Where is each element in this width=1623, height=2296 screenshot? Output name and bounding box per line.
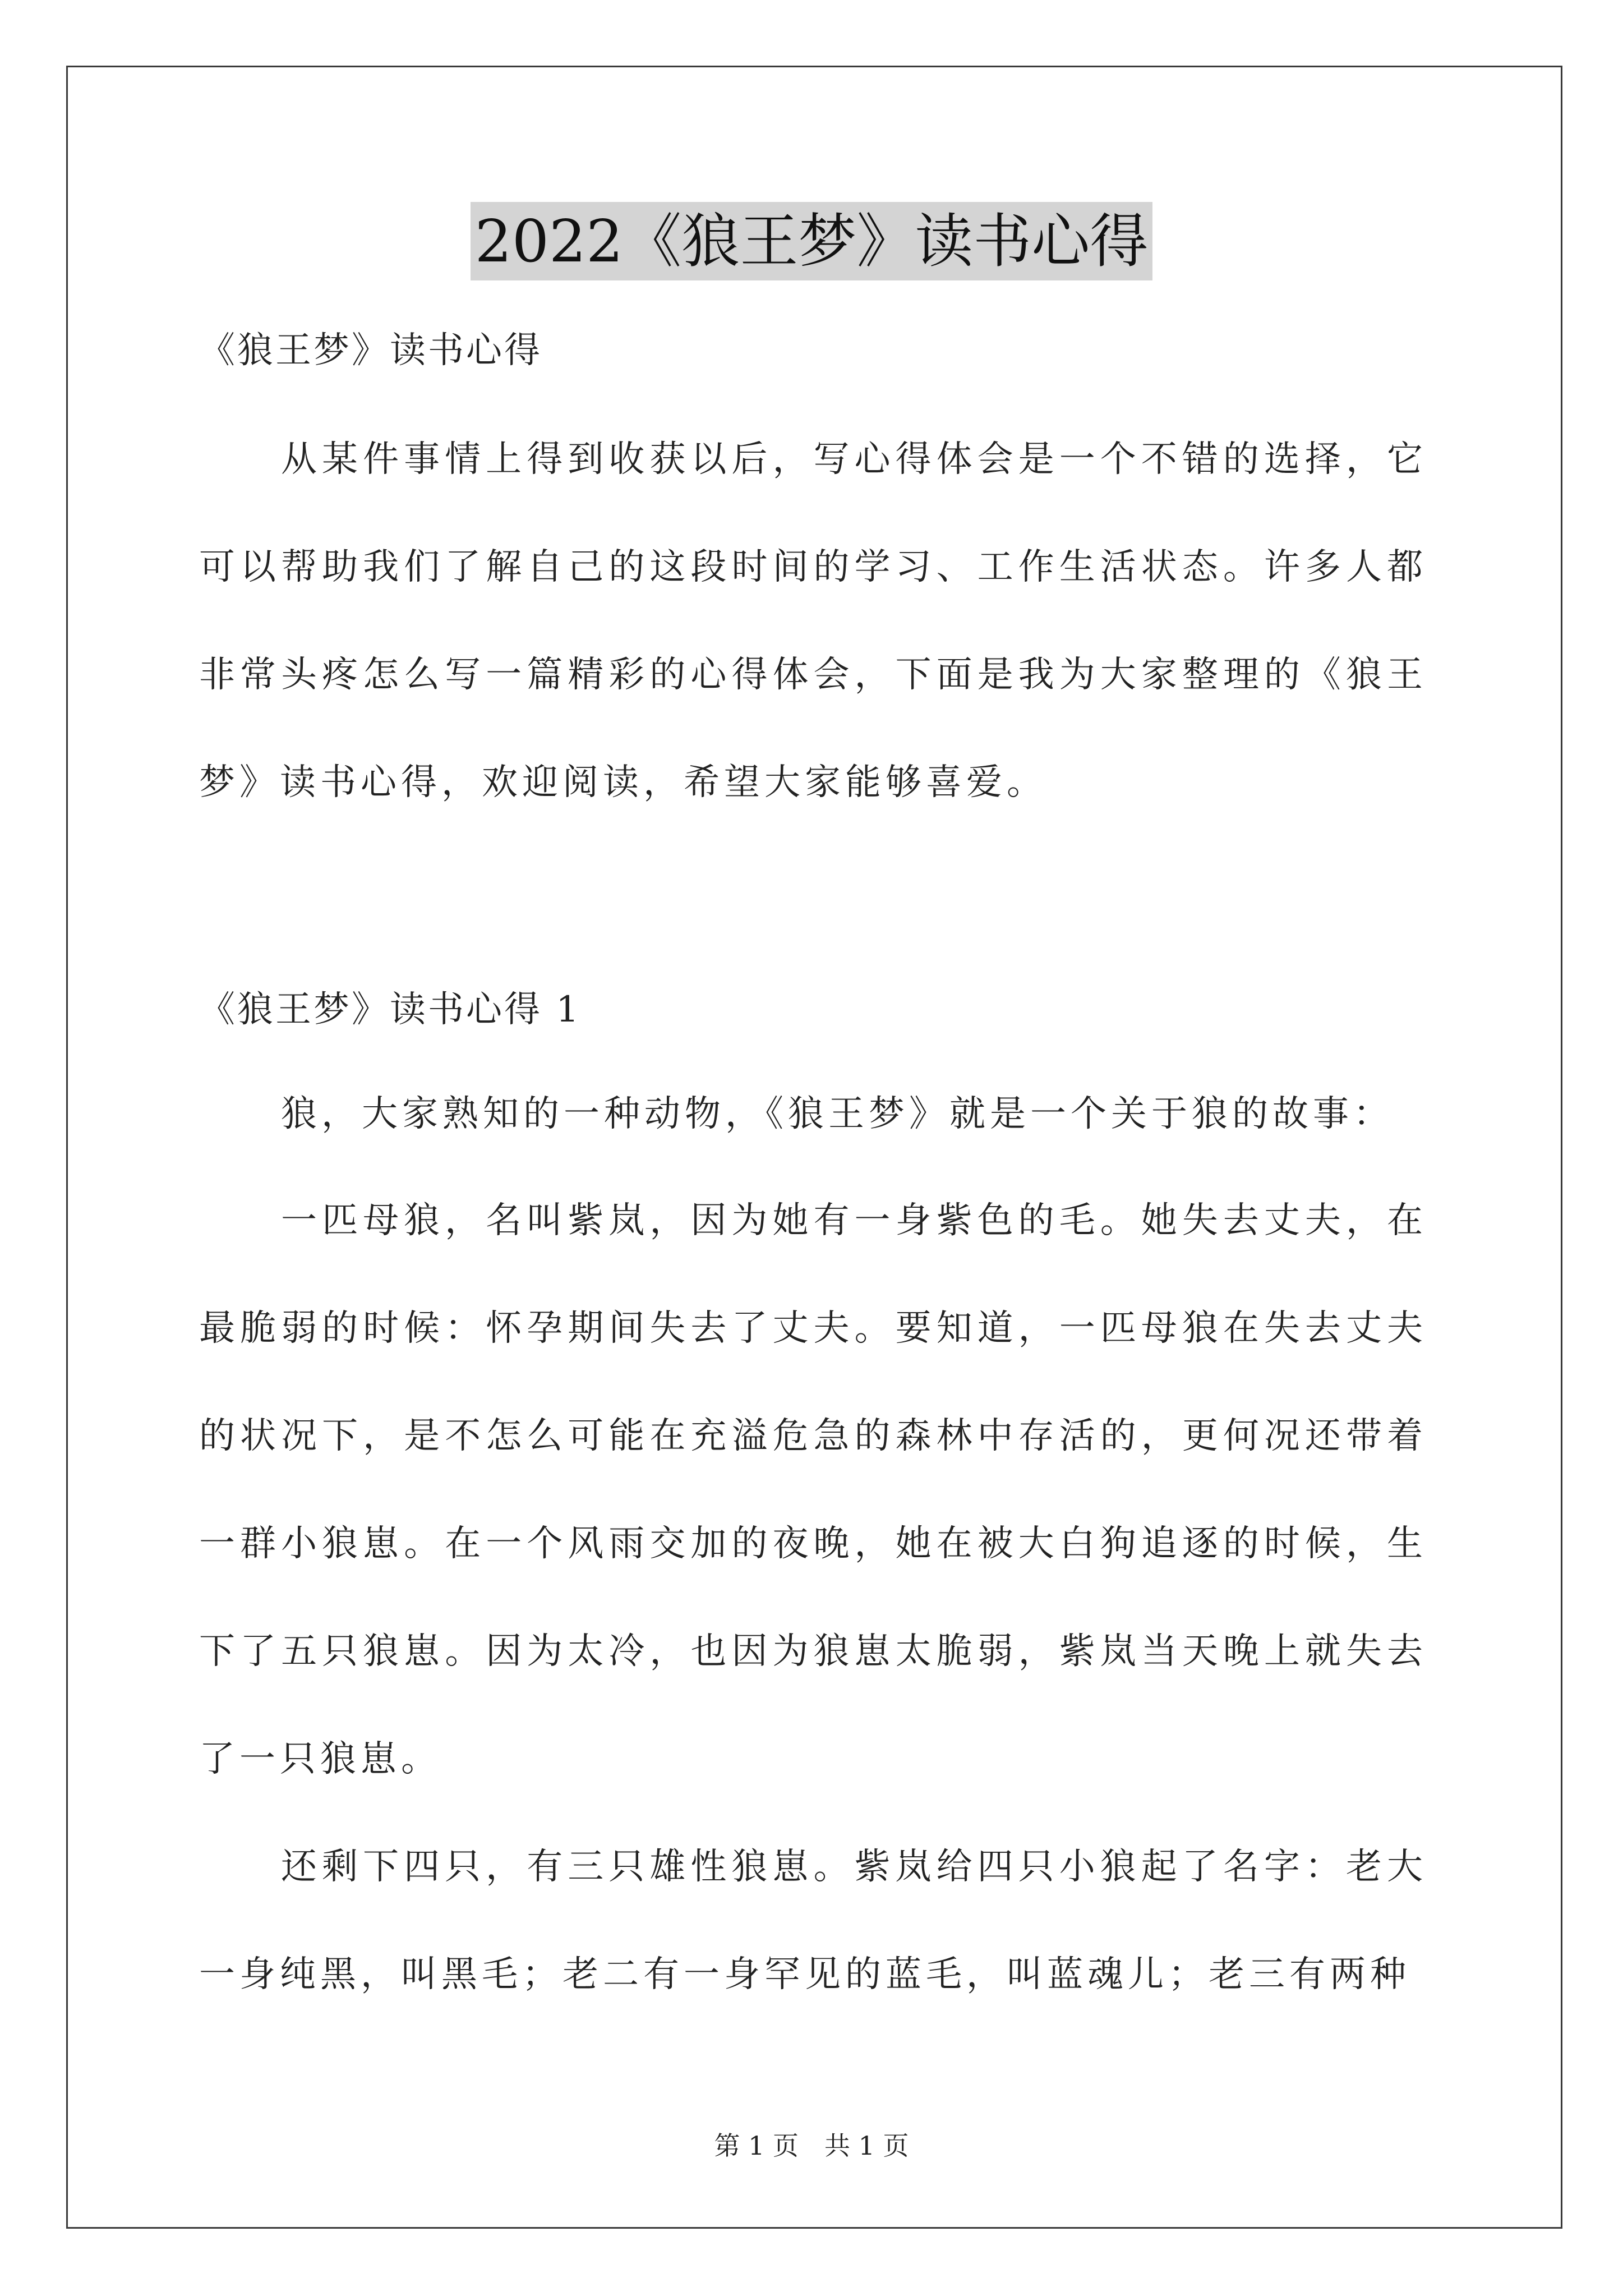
- document-title: 2022《狼王梦》读书心得: [471, 202, 1153, 280]
- section-heading: 《狼王梦》读书心得 1: [199, 989, 582, 1030]
- page-footer: 第 1 页 共 1 页: [714, 2131, 909, 2161]
- title-container: [0, 202, 1623, 280]
- paragraph-3: 还剩下四只，有三只雄性狼崽。紫岚给四只小狼起了名字：老大一身纯黑，叫黑毛；老二有一身罕见的蓝毛，叫蓝魂儿；老三有两种: [199, 1846, 1427, 1995]
- paragraph-1: 狼，大家熟知的一种动物，《狼王梦》就是一个关于狼的故事：: [281, 1093, 1394, 1135]
- document-subtitle: 《狼王梦》读书心得: [199, 330, 542, 371]
- intro-paragraph: 从某件事情上得到收获以后，写心得体会是一个不错的选择，它可以帮助我们了解自己的这段时间的学习、工作生活状态。许多人都非常头疼怎么写一篇精彩的心得体会，下面是我为大家整理的《狼王梦》读书心得，欢迎阅读，希望大家能够喜爱。: [199, 439, 1427, 803]
- paragraph-2: 一匹母狼，名叫紫岚，因为她有一身紫色的毛。她失去丈夫，在最脆弱的时候：怀孕期间失去了丈夫。要知道，一匹母狼在失去丈夫的状况下，是不怎么可能在充溢危急的森林中存活的，更何况还带着一群小狼崽。在一个风雨交加的夜晚，她在被大白狗追逐的时候，生下了五只狼崽。因为太冷，也因为狼崽太脆弱，紫岚当天晚上就失去了一只狼崽。: [199, 1200, 1427, 1780]
